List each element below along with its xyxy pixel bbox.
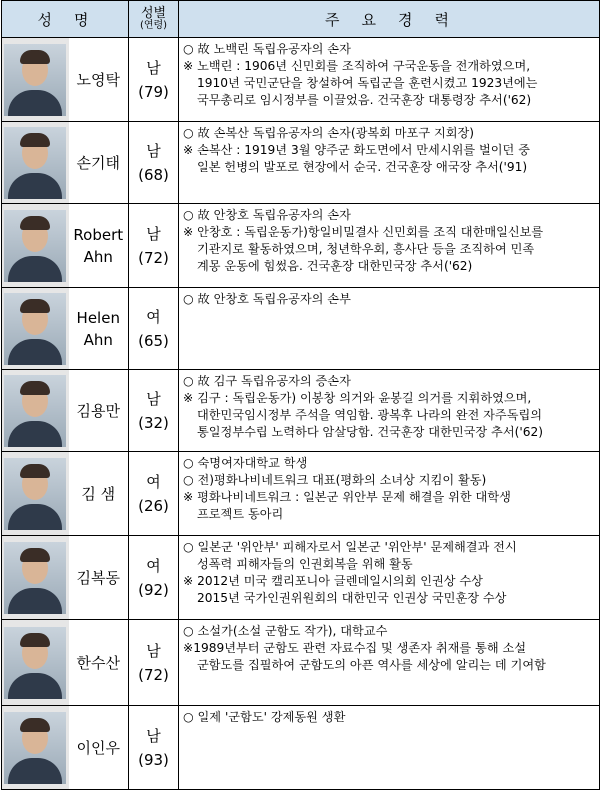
avatar <box>4 712 66 784</box>
career-line: ○ 일제 '군함도' 강제동원 생환 <box>183 710 346 724</box>
career-line: 국무총리로 임시정부를 이끌었음. 건국훈장 대통령장 추서('62) <box>197 93 532 107</box>
career-line: ※ 노백린 : 1906년 신민회를 조직하여 구국운동을 전개하였으며, <box>183 59 531 73</box>
person-name-text: 손기태 <box>76 153 120 172</box>
person-name <box>69 452 129 536</box>
career-cell <box>179 620 600 706</box>
career-line: ※ 안창호 : 독립운동가)항일비밀결사 신민회를 조직 대한매일신보를 <box>183 225 544 239</box>
person-name <box>69 706 129 790</box>
person-age: (79) <box>138 82 169 101</box>
person-age: (72) <box>138 248 169 267</box>
person-sex-age <box>129 288 179 370</box>
career-cell <box>179 706 600 790</box>
person-sex-age <box>129 620 179 706</box>
honorees-table <box>1 0 600 790</box>
person-sex-age <box>129 204 179 288</box>
person-age: (26) <box>138 496 169 515</box>
header-name: 성명 <box>2 1 129 38</box>
career-line: ※1989년부터 군함도 관련 자료수집 및 생존자 취재를 통해 소설 <box>183 641 527 655</box>
person-name-text: Robert <box>73 225 124 244</box>
person-photo <box>2 288 69 370</box>
career-line: ○ 숙명여자대학교 학생 <box>183 456 308 470</box>
person-photo <box>2 204 69 288</box>
person-name-text: 김용만 <box>76 401 120 420</box>
person-photo <box>2 536 69 620</box>
person-name <box>69 370 129 452</box>
person-age: (92) <box>138 580 169 599</box>
career-line: 기관지로 활동하였으며, 청년학우회, 흥사단 등을 조직하여 민족 <box>197 242 535 256</box>
person-name <box>69 288 129 370</box>
avatar <box>4 44 66 116</box>
career-line: ○ 故 손복산 독립유공자의 손자(광복회 마포구 지회장) <box>183 126 475 140</box>
person-sex: 여 <box>146 472 161 491</box>
table-row <box>2 452 600 536</box>
header-career: 주요경력 <box>179 1 600 38</box>
header-sex-label: 성별 <box>140 6 167 21</box>
person-name-text: Helen <box>76 308 120 327</box>
person-name <box>69 122 129 204</box>
table-row <box>2 204 600 288</box>
person-name-text: 한수산 <box>76 653 120 672</box>
career-line: ○ 일본군 '위안부' 피해자로서 일본군 '위안부' 문제해결과 전시 <box>183 540 517 554</box>
person-sex: 여 <box>146 556 161 575</box>
person-sex-age <box>129 706 179 790</box>
career-line: 프로젝트 동아리 <box>197 507 284 521</box>
career-cell <box>179 204 600 288</box>
person-name-text-line2: Ahn <box>83 247 113 266</box>
person-name <box>69 536 129 620</box>
table-row <box>2 288 600 370</box>
person-age: (32) <box>138 413 169 432</box>
avatar <box>4 293 66 365</box>
person-photo <box>2 452 69 536</box>
table-row <box>2 706 600 790</box>
person-sex: 여 <box>146 307 161 326</box>
person-name-text: 김 샘 <box>81 484 116 503</box>
career-line: 2015년 국가인권위원회의 대한민국 인권상 국민훈장 수상 <box>197 591 507 605</box>
person-age: (72) <box>138 665 169 684</box>
avatar <box>4 627 66 699</box>
table-row <box>2 620 600 706</box>
career-line: ○ 故 안창호 독립유공자의 손부 <box>183 292 351 306</box>
person-name-text: 이인우 <box>76 738 120 757</box>
person-name-text: 노영탁 <box>76 70 120 89</box>
table-row <box>2 536 600 620</box>
career-cell <box>179 122 600 204</box>
career-cell <box>179 38 600 122</box>
person-name-text: 김복동 <box>76 568 120 587</box>
person-age: (93) <box>138 750 169 769</box>
career-line: ○ 전)평화나비네트워크 대표(평화의 소녀상 지킴이 활동) <box>183 473 487 487</box>
person-name <box>69 38 129 122</box>
avatar <box>4 210 66 282</box>
person-sex-age <box>129 536 179 620</box>
person-sex-age <box>129 452 179 536</box>
person-sex: 남 <box>146 141 161 160</box>
career-line: ※ 김구 : 독립운동가) 이봉창 의거와 윤봉길 의거를 지휘하였으며, <box>183 391 532 405</box>
person-name-text-line2: Ahn <box>83 330 113 349</box>
career-line: 성폭력 피해자들의 인권회복을 위해 활동 <box>197 557 413 571</box>
person-sex: 남 <box>146 641 161 660</box>
person-sex-age <box>129 38 179 122</box>
person-sex-age <box>129 370 179 452</box>
person-sex: 남 <box>146 726 161 745</box>
person-sex: 남 <box>146 224 161 243</box>
table-row <box>2 122 600 204</box>
career-line: ※ 손복산 : 1919년 3월 양주군 화도면에서 만세시위를 벌이던 중 <box>183 143 530 157</box>
person-age: (65) <box>138 331 169 350</box>
avatar <box>4 127 66 199</box>
career-cell <box>179 452 600 536</box>
header-sex <box>129 1 179 38</box>
career-line: 통일정부수립 노력하다 암살당함. 건국훈장 대한민국장 추서('62) <box>197 425 543 439</box>
avatar <box>4 458 66 530</box>
person-age: (68) <box>138 165 169 184</box>
table-row <box>2 38 600 122</box>
header-age-label: (연령) <box>139 20 168 31</box>
career-line: ○ 故 안창호 독립유공자의 손자 <box>183 208 351 222</box>
career-line: 군함도를 집필하여 군함도의 아픈 역사를 세상에 알리는 데 기여함 <box>197 658 546 672</box>
person-sex-age <box>129 122 179 204</box>
avatar <box>4 375 66 447</box>
person-name <box>69 620 129 706</box>
career-cell <box>179 370 600 452</box>
person-name <box>69 204 129 288</box>
career-line: ※ 평화나비네트워크 : 일본군 위안부 문제 해결을 위한 대학생 <box>183 490 511 504</box>
person-photo <box>2 38 69 122</box>
avatar <box>4 542 66 614</box>
career-line: ○ 故 김구 독립유공자의 증손자 <box>183 374 351 388</box>
career-cell <box>179 536 600 620</box>
career-line: ○ 소설가(소설 군함도 작가), 대학교수 <box>183 624 388 638</box>
person-photo <box>2 706 69 790</box>
table-row <box>2 370 600 452</box>
career-cell <box>179 288 600 370</box>
career-line: 일본 헌병의 발포로 현장에서 순국. 건국훈장 애국장 추서('91) <box>197 160 528 174</box>
person-photo <box>2 370 69 452</box>
career-line: 1910년 국민군단을 창설하여 독립군을 훈련시켰고 1923년에는 <box>197 76 538 90</box>
person-photo <box>2 122 69 204</box>
person-photo <box>2 620 69 706</box>
career-line: 계몽 운동에 힘썼음. 건국훈장 대한민국장 추서('62) <box>197 259 473 273</box>
person-sex: 남 <box>146 389 161 408</box>
career-line: 대한민국임시정부 주석을 역임함. 광복후 나라의 완전 자주독립의 <box>197 408 543 422</box>
person-sex: 남 <box>146 58 161 77</box>
table-header <box>2 1 600 38</box>
career-line: ○ 故 노백린 독립유공자의 손자 <box>183 42 351 56</box>
career-line: ※ 2012년 미국 캘리포니아 글렌데일시의회 인권상 수상 <box>183 574 483 588</box>
